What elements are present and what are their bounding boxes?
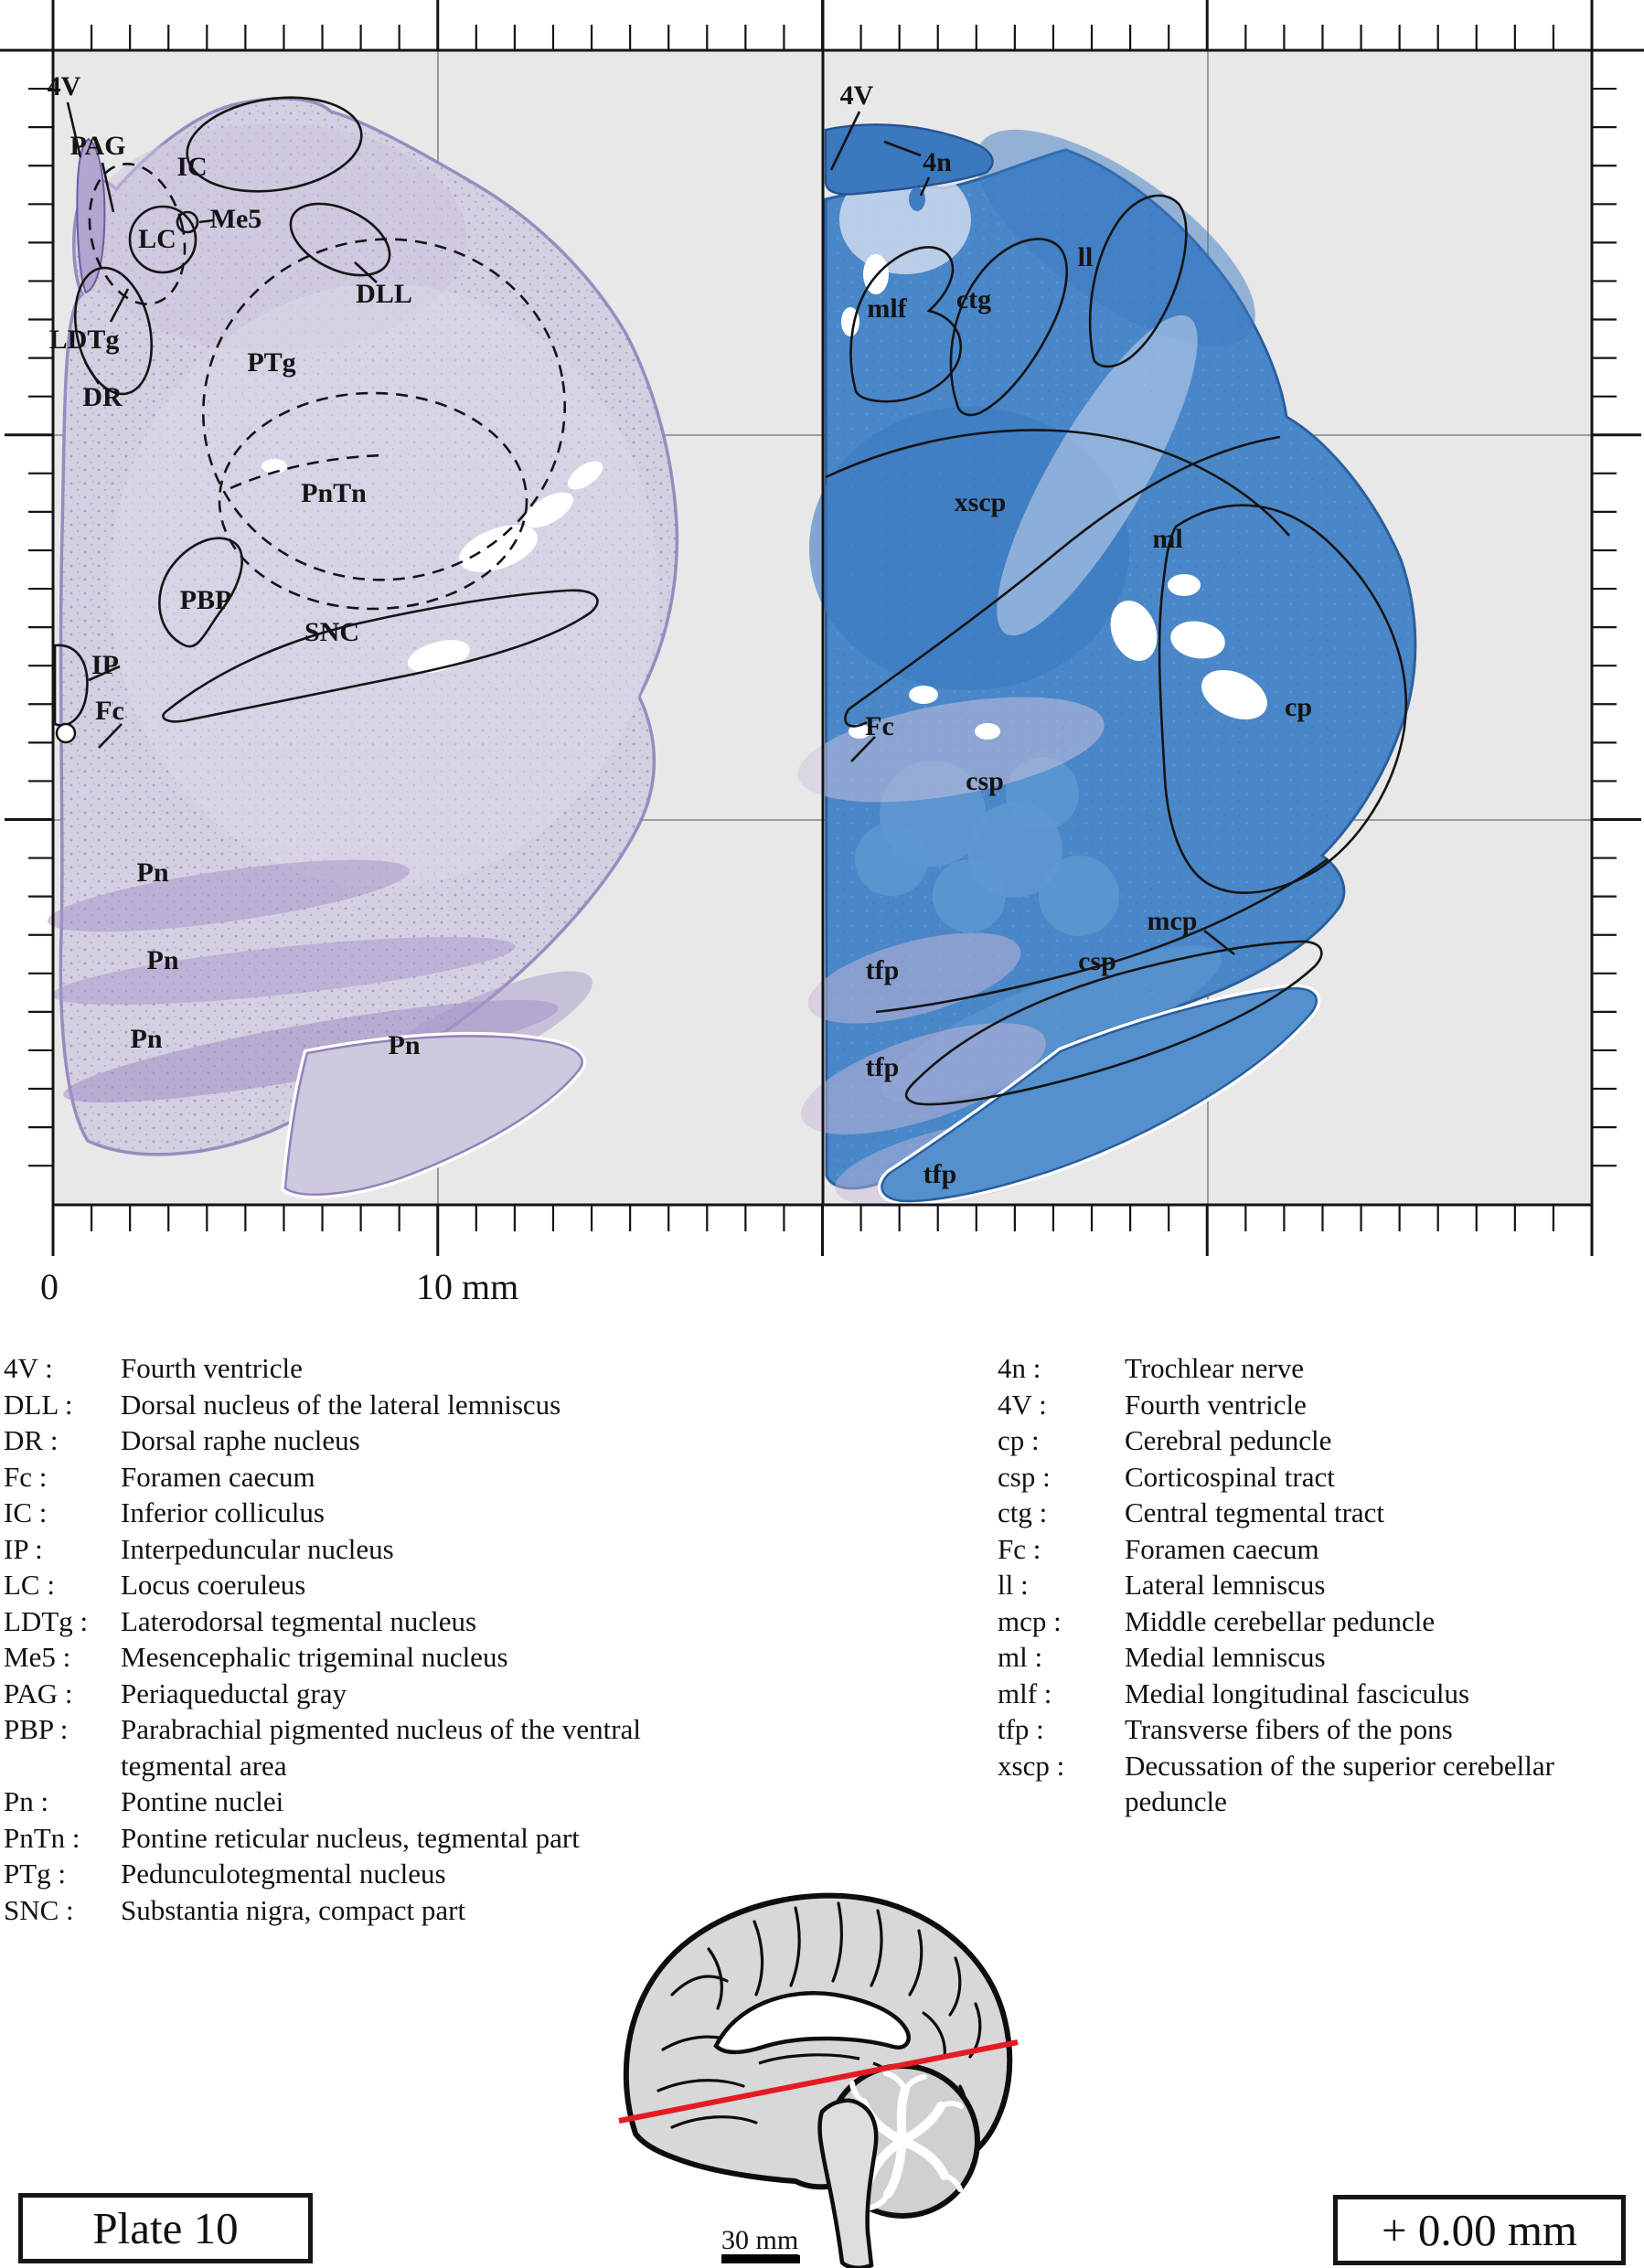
section-label-SNC: SNC: [304, 617, 360, 647]
section-label-tfp: tfp: [865, 1052, 900, 1082]
section-label-IC: IC: [176, 152, 208, 182]
section-label-4V: 4V: [47, 71, 81, 101]
abbr-definition: Substantia nigra, compact part: [121, 1893, 466, 1926]
abbr-term: PBP :: [4, 1713, 69, 1745]
section-label-mlf: mlf: [867, 293, 907, 324]
bregma-position-box: + 0.00 mm: [1333, 2195, 1626, 2265]
abbr-definition: Dorsal nucleus of the lateral lemniscus: [121, 1388, 561, 1421]
abbr-definition: Pedunculotegmental nucleus: [121, 1858, 446, 1890]
section-label-LC: LC: [138, 224, 176, 254]
abbreviation-list-right: [998, 1350, 1628, 1820]
abbr-definition: Pontine nuclei: [121, 1785, 284, 1817]
abbr-definition: Mesencephalic trigeminal nucleus: [121, 1641, 508, 1673]
abbr-term: Pn :: [4, 1785, 49, 1817]
section-label-cp: cp: [1285, 692, 1312, 722]
section-label-LDTg: LDTg: [48, 325, 120, 355]
section-label-PTg: PTg: [247, 347, 296, 378]
abbr-term: PAG :: [4, 1677, 73, 1709]
section-label-ctg: ctg: [955, 284, 992, 314]
inset-scale-bar: [721, 2255, 800, 2263]
abbr-term: DR :: [4, 1424, 59, 1456]
abbr-term: Fc :: [998, 1532, 1041, 1565]
abbr-term: ctg :: [998, 1496, 1048, 1528]
abbr-definition: Interpeduncular nucleus: [121, 1532, 394, 1565]
abbr-term: ml :: [998, 1641, 1043, 1673]
section-label-Pn: Pn: [130, 1024, 163, 1054]
abbr-definition: Middle cerebellar peduncle: [1125, 1604, 1436, 1637]
section-label-Fc: Fc: [95, 696, 124, 726]
section-label-PAG: PAG: [69, 131, 126, 161]
abbr-term: IP :: [4, 1532, 43, 1565]
abbr-definition: Foramen caecum: [1125, 1532, 1319, 1565]
abbr-definition: Parabrachial pigmented nucleus of the ventral tegmental area: [121, 1713, 641, 1782]
abbr-definition: Transverse fibers of the pons: [1125, 1713, 1453, 1745]
abbr-term: SNC :: [4, 1893, 74, 1926]
abbr-definition: Laterodorsal tegmental nucleus: [121, 1604, 477, 1637]
abbr-definition: Locus coeruleus: [121, 1569, 306, 1601]
abbr-term: IC :: [4, 1496, 48, 1528]
section-label-tfp: tfp: [865, 955, 900, 985]
section-label-IP: IP: [91, 650, 119, 680]
abbr-term: LDTg :: [4, 1604, 89, 1637]
section-label-ml: ml: [1152, 524, 1183, 554]
section-label-DR: DR: [82, 382, 123, 412]
abbr-term: LC :: [4, 1569, 55, 1601]
abbr-definition: Central tegmental tract: [1125, 1496, 1385, 1528]
abbr-term: mcp :: [998, 1604, 1062, 1637]
abbr-term: Fc :: [4, 1460, 48, 1493]
abbr-term: Me5 :: [4, 1641, 71, 1673]
abbr-term: cp :: [998, 1424, 1040, 1456]
abbr-definition: Trochlear nerve: [1125, 1352, 1304, 1384]
abbr-definition: Medial lemniscus: [1125, 1641, 1326, 1673]
abbr-definition: Cerebral peduncle: [1125, 1424, 1332, 1456]
abbr-definition: Fourth ventricle: [1125, 1388, 1307, 1421]
abbr-term: xscp :: [998, 1749, 1065, 1782]
section-label-Fc: Fc: [865, 711, 894, 741]
section-label-ll: ll: [1077, 242, 1094, 272]
abbr-term: 4V :: [4, 1352, 53, 1384]
inset-brainstem: [820, 2101, 877, 2268]
abbr-term: tfp :: [998, 1713, 1044, 1745]
plate-number-box: Plate 10: [18, 2193, 313, 2263]
section-label-4V: 4V: [839, 80, 874, 111]
abbr-definition: Periaqueductal gray: [121, 1677, 347, 1709]
abbr-term: DLL :: [4, 1388, 73, 1421]
section-label-csp: csp: [1078, 946, 1116, 976]
abbr-term: 4V :: [998, 1388, 1047, 1421]
abbreviation-list-left: [4, 1350, 715, 1928]
abbr-term: mlf :: [998, 1677, 1052, 1709]
abbr-term: PnTn :: [4, 1821, 80, 1854]
brain-inset: [599, 1867, 1038, 2268]
abbr-definition: Pontine reticular nucleus, tegmental part: [121, 1821, 580, 1854]
abbr-definition: Corticospinal tract: [1125, 1460, 1335, 1493]
abbr-term: 4n :: [998, 1352, 1041, 1384]
abbr-term: csp :: [998, 1460, 1051, 1493]
section-label-PBP: PBP: [179, 585, 232, 615]
section-label-Me5: Me5: [209, 204, 262, 234]
section-label-xscp: xscp: [954, 487, 1007, 517]
inset-scale-label: 30 mm: [721, 2225, 799, 2255]
abbr-definition: Inferior colliculus: [121, 1496, 325, 1528]
section-label-mcp: mcp: [1147, 906, 1198, 936]
abbr-definition: Fourth ventricle: [121, 1352, 303, 1384]
abbr-definition: Foramen caecum: [121, 1460, 315, 1493]
abbr-term: PTg :: [4, 1858, 67, 1890]
axis-origin-label: 0: [40, 1266, 59, 1307]
section-label-4n: 4n: [923, 147, 952, 177]
abbr-term: ll :: [998, 1569, 1029, 1601]
section-label-csp: csp: [966, 766, 1004, 796]
abbr-definition: Lateral lemniscus: [1125, 1569, 1326, 1601]
section-label-Pn: Pn: [388, 1030, 421, 1060]
abbr-definition: Dorsal raphe nucleus: [121, 1424, 360, 1456]
section-label-tfp: tfp: [923, 1159, 957, 1189]
abbr-definition: Medial longitudinal fasciculus: [1125, 1677, 1470, 1709]
section-label-Pn: Pn: [136, 857, 169, 888]
section-label-Pn: Pn: [146, 945, 179, 975]
section-label-DLL: DLL: [356, 279, 412, 309]
abbr-definition: Decussation of the superior cerebellar peduncle: [1125, 1749, 1554, 1817]
axis-10mm-label: 10 mm: [416, 1266, 519, 1307]
section-label-PnTn: PnTn: [301, 478, 367, 508]
